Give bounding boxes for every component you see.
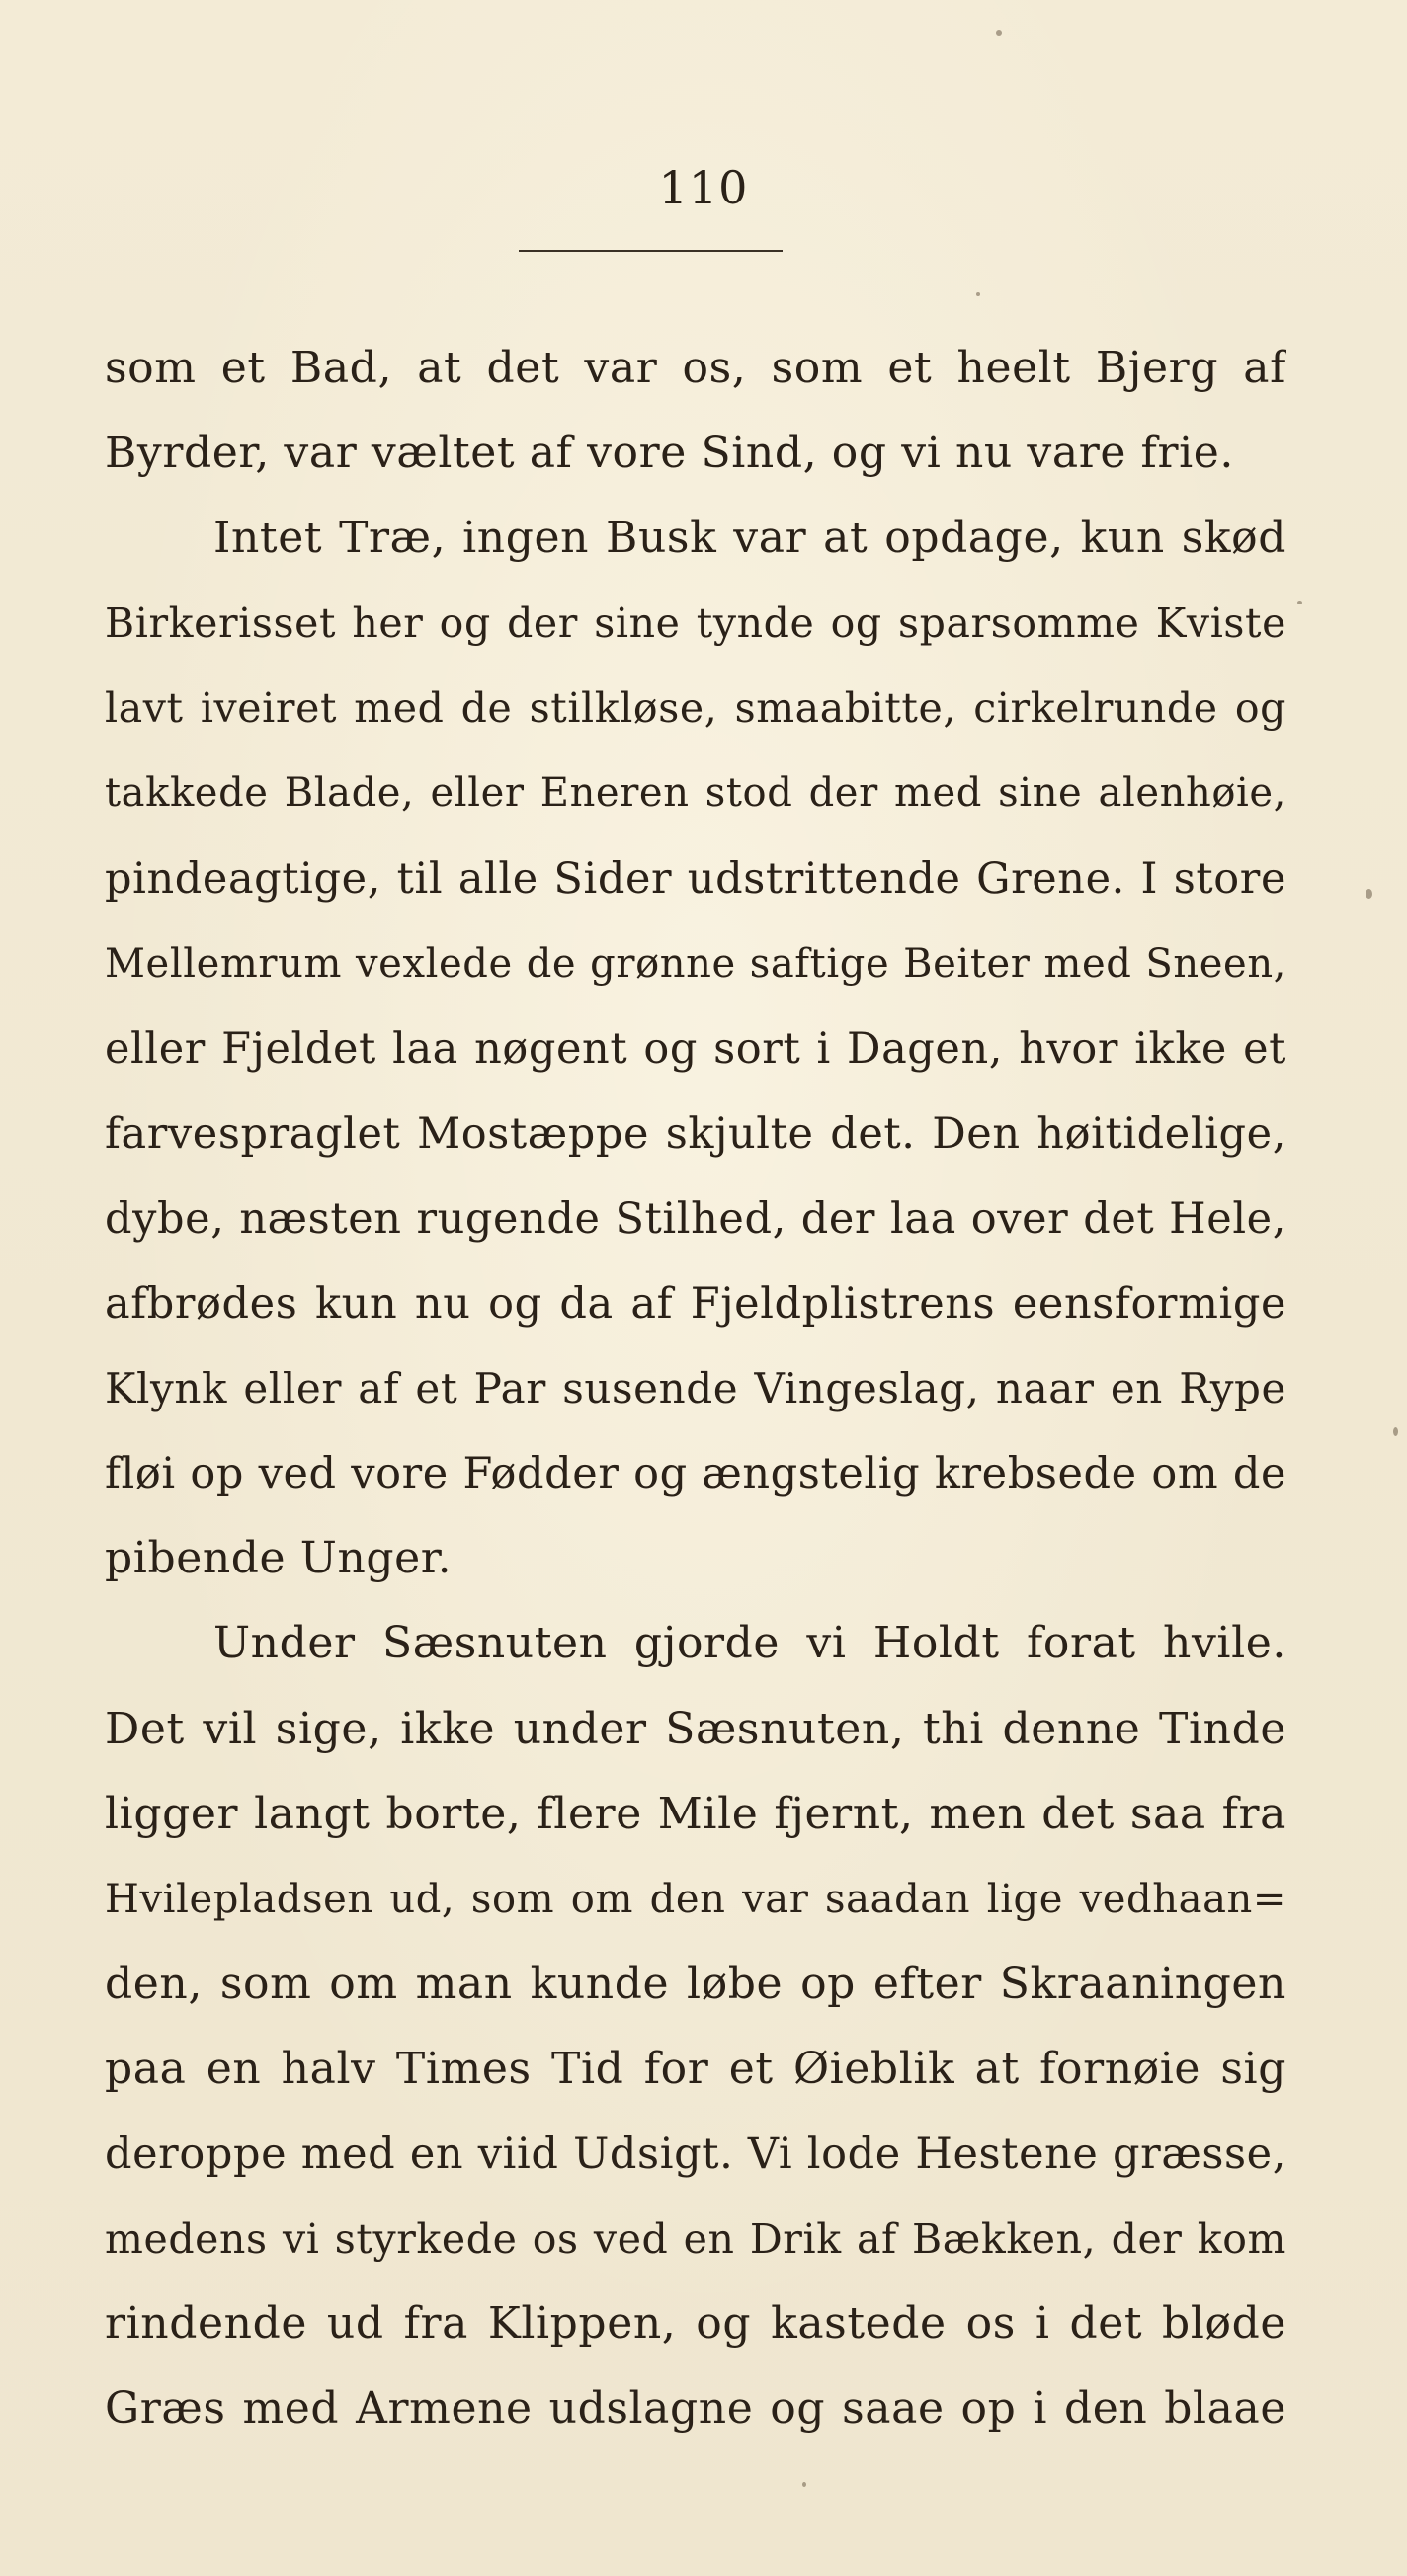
text-line: pibende Unger. — [105, 1533, 453, 1584]
text-line: takkede Blade, eller Eneren stod der med sine alenhøie, — [105, 770, 1286, 817]
paper-speck — [1393, 1427, 1398, 1436]
text-line: eller Fjeldet laa nøgent og sort i Dagen, hvor ikke et — [105, 1023, 1286, 1074]
text-line: Hvilepladsen ud, som om den var saadan lige vedhaan= — [105, 1876, 1286, 1922]
text-line: Intet Træ, ingen Busk var at opdage, kun skød — [213, 513, 1286, 564]
text-line: den, som om man kunde løbe op efter Skraaningen — [105, 1958, 1286, 2009]
text-line: fløi op ved vore Fødder og ængstelig krebsede om de — [105, 1449, 1286, 1499]
body-text — [105, 326, 1286, 2452]
text-line: rindende ud fra Klippen, og kastede os i det bløde — [105, 2298, 1286, 2350]
paper-speck — [1366, 889, 1372, 899]
text-line: deroppe med en viid Udsigt. Vi lode Hestene græsse, — [105, 2129, 1286, 2179]
text-line: Birkerisset her og der sine tynde og sparsomme Kviste — [105, 600, 1286, 648]
text-line: som et Bad, at det var os, som et heelt Bjerg af — [105, 343, 1286, 393]
text-line: lavt iveiret med de stilkløse, smaabitte, cirkelrunde og — [105, 684, 1286, 733]
text-line: Det vil sige, ikke under Sæsnuten, thi denne Tinde — [105, 1703, 1286, 1754]
text-line: Græs med Armene udslagne og saae op i den blaae — [105, 2383, 1286, 2435]
header-rule — [519, 250, 783, 252]
text-line: medens vi styrkede os ved en Drik af Bækken, der kom — [105, 2215, 1286, 2264]
text-line: Klynk eller af et Par susende Vingeslag, naar en Rype — [105, 1364, 1286, 1413]
text-line: Byrder, var væltet af vore Sind, og vi nu vare frie. — [105, 428, 1234, 479]
text-line: Under Sæsnuten gjorde vi Holdt forat hvile. — [213, 1618, 1286, 1669]
text-line: dybe, næsten rugende Stilhed, der laa over det Hele, — [105, 1193, 1286, 1244]
paper-speck — [976, 292, 980, 296]
text-line: ligger langt borte, flere Mile fjernt, men det saa fra — [105, 1788, 1286, 1839]
text-line: pindeagtige, til alle Sider udstrittende Grene. I store — [105, 853, 1286, 904]
text-line: Mellemrum vexlede de grønne saftige Beiter med Sneen, — [105, 940, 1286, 987]
paper-speck — [996, 30, 1002, 36]
paper-speck — [802, 2482, 806, 2487]
paper-speck — [1297, 601, 1302, 604]
text-line: paa en halv Times Tid for et Øieblik at fornøie sig — [105, 2043, 1286, 2094]
page-number: 110 — [658, 161, 749, 214]
text-line: afbrødes kun nu og da af Fjeldplistrens eensformige — [105, 1279, 1286, 1329]
text-line: farvespraglet Mostæppe skjulte det. Den høitidelige, — [105, 1108, 1286, 1159]
